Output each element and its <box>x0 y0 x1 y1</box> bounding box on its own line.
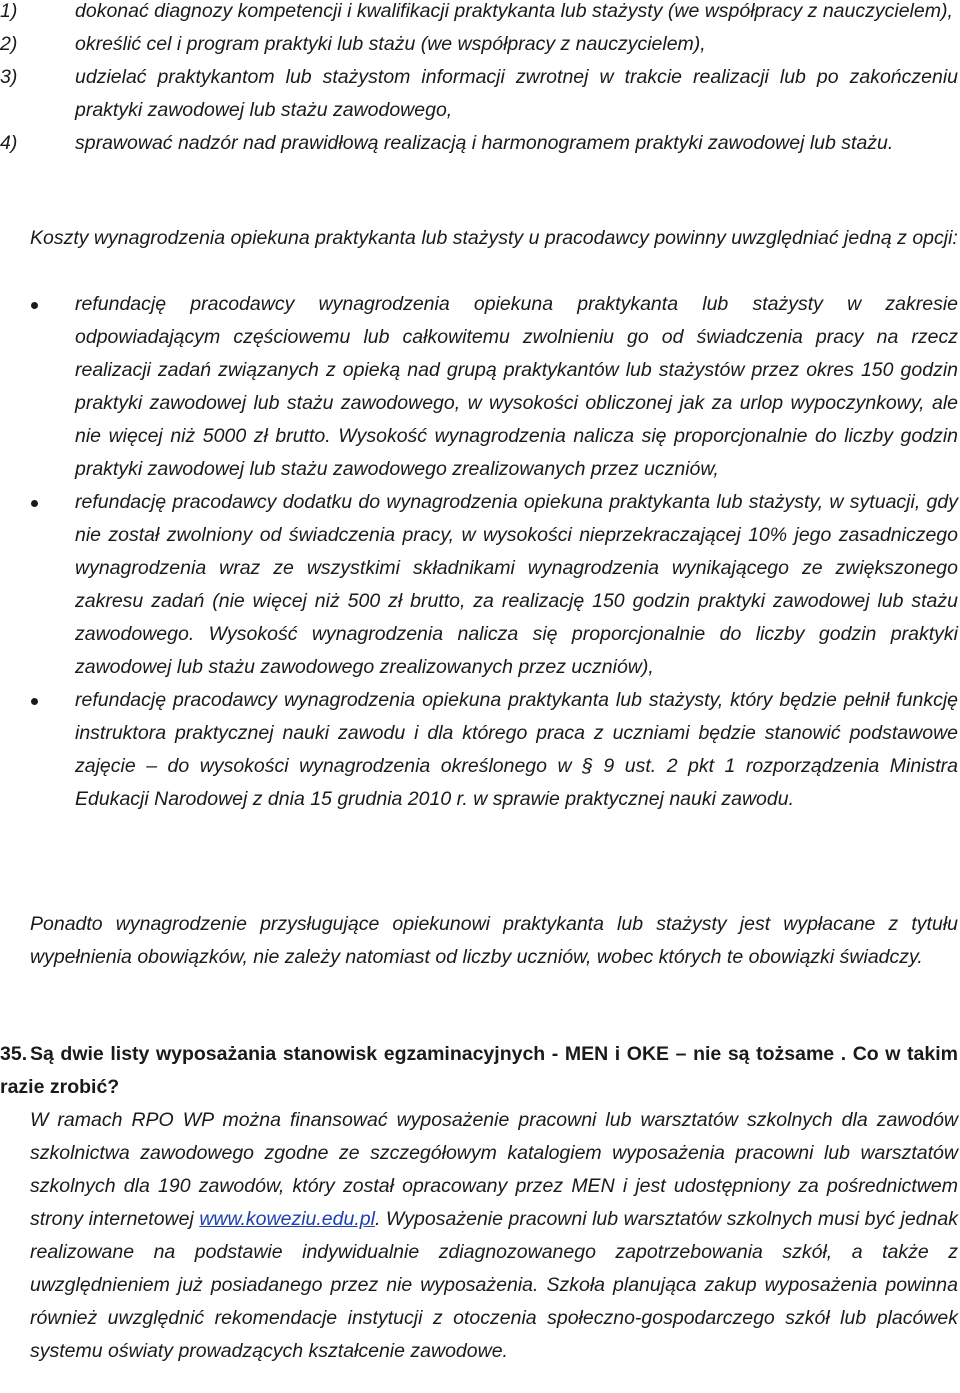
list-text: określić cel i program praktyki lub stażu (we współpracy z nauczycielem), <box>75 33 706 55</box>
list-text: dokonać diagnozy kompetencji i kwalifikacji praktykanta lub stażysty (we współpracy z nauczycielem), <box>75 0 953 22</box>
bullet-list <box>0 288 958 816</box>
bullet-icon <box>31 698 38 705</box>
bullet-text: refundację pracodawcy dodatku do wynagrodzenia opiekuna praktykanta lub stażysty, w sytuacji, gdy nie został zwolniony od świadczenia pracy, w wysokości nieprzekraczającej 10% jego zasadniczego wynagrodzenia wraz ze wszystkimi składnikami wynagrodzenia wynikającego ze zwiększonego zakresu zadań (nie więcej niż 500 zł brutto, za realizację 150 godzin praktyki zawodowej lub stażu zawodowego. Wysokość wynagrodzenia nalicza się proporcjonalnie do liczby godzin praktyki zawodowej lub stażu zawodowego zrealizowanych przez uczniów), <box>75 491 958 678</box>
list-number: 2) <box>0 33 18 55</box>
costs-intro: Koszty wynagrodzenia opiekuna praktykanta lub stażysty u pracodawcy powinny uwzględniać jedną z opcji: <box>30 227 958 249</box>
list-item <box>0 28 958 61</box>
list-item <box>0 684 958 816</box>
bullet-icon <box>31 500 38 507</box>
list-item <box>0 61 958 127</box>
list-text: udzielać praktykantom lub stażystom informacji zwrotnej w trakcie realizacji lub po zakończeniu praktyki zawodowej lub stażu zawodowego, <box>75 66 958 121</box>
bullet-text: refundację pracodawcy wynagrodzenia opiekuna praktykanta lub stażysty, który będzie pełnił funkcję instruktora praktycznej nauki zawodu i dla którego praca z uczniami będzie stanowić podstawowe zajęcie – do wysokości wynagrodzenia określonego w § 9 ust. 2 pkt 1 rozporządzenia Ministra Edukacji Narodowej z dnia 15 grudnia 2010 r. w sprawie praktycznej nauki zawodu. <box>75 689 958 810</box>
answer-paragraph <box>30 1104 958 1368</box>
list-text: sprawować nadzór nad prawidłową realizacją i harmonogramem praktyki zawodowej lub stażu. <box>75 132 894 154</box>
list-number: 4) <box>0 132 18 154</box>
list-number: 1) <box>0 0 18 22</box>
bullet-icon <box>31 302 38 309</box>
list-number: 3) <box>0 66 18 88</box>
answer-text-part1: W ramach RPO WP można finansować wyposażenie pracowni lub warsztatów szkolnych dla zawodów szkolnictwa zawodowego zgodne ze szczegółowym katalogiem wyposażenia pracowni lub warsztatów szkolnych dla 190 zawodów, który został opracowany przez MEN i jest udostępniony za pośrednictwem strony internetowej <box>30 1109 958 1230</box>
question-text: Są dwie listy wyposażania stanowisk egzaminacyjnych - MEN i OKE – nie są tożsame . Co w takim razie zrobić? <box>0 1043 958 1098</box>
list-item <box>0 127 958 160</box>
bullet-text: refundację pracodawcy wynagrodzenia opiekuna praktykanta lub stażysty w zakresie odpowiadającym częściowemu lub całkowitemu zwolnieniu go od świadczenia pracy na rzecz realizacji zadań związanych z opieką nad grupą praktykantów lub stażystów przez okres 150 godzin praktyki zawodowej lub stażu zawodowego, w wysokości obliczonej jak za urlop wypoczynkowy, ale nie więcej niż 5000 zł brutto. Wysokość wynagrodzenia nalicza się proporcjonalnie do liczby godzin praktyki zawodowej lub stażu zawodowego zrealizowanych przez uczniów, <box>75 293 958 480</box>
list-item <box>0 288 958 486</box>
question-number: 35. <box>0 1043 28 1065</box>
koweziu-link[interactable]: www.koweziu.edu.pl <box>199 1208 375 1230</box>
numbered-list <box>0 0 958 160</box>
list-item <box>0 486 958 684</box>
additional-paragraph: Ponadto wynagrodzenie przysługujące opiekunowi praktykanta lub stażysty jest wypłacane z tytułu wypełnienia obowiązków, nie zależy natomiast od liczby uczniów, wobec których te obowiązki świadczy. <box>30 913 958 968</box>
list-item <box>0 0 958 28</box>
answer-text-part2: . Wyposażenie pracowni lub warsztatów szkolnych musi być jednak realizowane na podstawie indywidualnie zdiagnozowanego zapotrzebowania szkół, a także z uwzględnieniem już posiadanego przez nie wyposażenia. Szkoła planująca zakup wyposażenia powinna również uwzględnić rekomendacje instytucji z otoczenia społeczno-gospodarczego szkół lub placówek systemu oświaty prowadzących kształcenie zawodowe. <box>30 1208 958 1362</box>
question-heading <box>0 1038 958 1104</box>
